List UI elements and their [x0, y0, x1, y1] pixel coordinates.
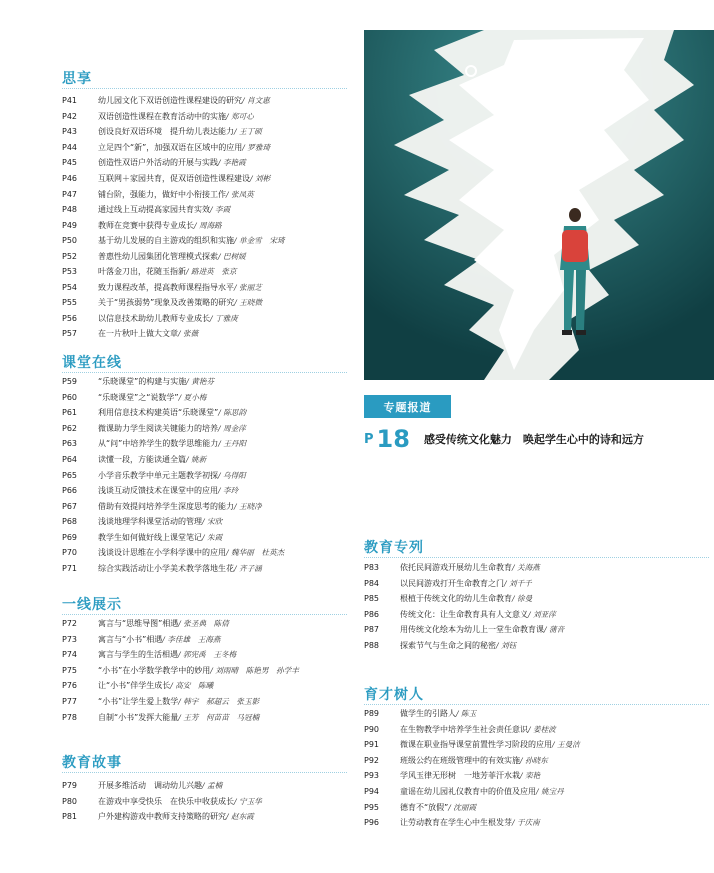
toc-row[interactable]: [364, 753, 714, 769]
toc-author: / 姜桂波: [528, 724, 556, 734]
toc-author: / 李佳雄 王海燕: [162, 634, 221, 644]
toc-row[interactable]: [62, 217, 352, 233]
toc-page-number: P76: [62, 681, 78, 691]
toc-article-title: “小书”让学生爱上数学: [98, 697, 179, 706]
toc-page-number: P71: [62, 563, 78, 573]
toc-author: / 刘钰: [496, 641, 517, 650]
toc-author: / 蒲音: [544, 625, 565, 635]
toc-article-title: 综合实践活动让小学美术教学落地生花: [98, 563, 234, 573]
toc-author: / 郑可心: [226, 111, 254, 121]
toc-row[interactable]: [364, 576, 714, 592]
toc-page-number: P55: [62, 298, 78, 308]
toc-article-title: 在游戏中享受快乐 在快乐中收获成长: [98, 796, 234, 806]
toc-row[interactable]: [364, 607, 714, 623]
toc-article-title: 互联网＋家园共育，促双语创造性课程建设: [98, 174, 250, 183]
toc-article-title: 关于“男孩弱势”现象及改善策略的研究: [98, 298, 235, 308]
toc-row[interactable]: [62, 295, 352, 311]
toc-article-title: 户外建构游戏中教师支持策略的研究: [98, 812, 226, 822]
toc-page-number: P69: [62, 532, 78, 542]
toc-row[interactable]: [62, 264, 352, 280]
toc-author: / 单金雪 宋琦: [234, 236, 285, 246]
toc-article-title: 以信息技术助幼儿教师专业成长: [98, 313, 210, 323]
toc-article-title: 童谣在幼儿园礼仪教育中的价值及应用: [400, 787, 536, 796]
toc-article-title: 寓言与“思维导图”相遇: [98, 619, 179, 629]
toc-article-title: 借助有效提问培养学生深度思考的能力: [98, 501, 234, 511]
toc-page-number: P72: [62, 619, 78, 629]
toc-author: / 王晓微: [234, 298, 263, 308]
toc-author: / 姚宝丹: [536, 787, 564, 796]
toc-page-number: P62: [62, 423, 78, 433]
toc-page-number: P61: [62, 408, 78, 418]
toc-page-number: P74: [62, 650, 78, 660]
toc-author: / 黄艳芬: [186, 377, 215, 387]
toc-page-number: P47: [62, 189, 78, 199]
toc-author: / 徐曼: [512, 594, 533, 604]
toc-row[interactable]: [62, 545, 352, 561]
section-rule: [364, 704, 709, 705]
toc-row[interactable]: [62, 778, 352, 794]
section-rule: [364, 557, 709, 558]
toc-author: / 李玲: [218, 486, 239, 496]
toc-author: / 韩宇 郝超云 张玉影: [178, 697, 260, 706]
toc-page-number: P80: [62, 796, 78, 806]
toc-article-title: 探索节气与生命之间的秘密: [400, 641, 496, 650]
toc-page-number: P94: [364, 787, 380, 796]
toc-row[interactable]: [62, 248, 352, 264]
toc-list-sixiang: [62, 93, 352, 342]
toc-author: / 赵东霞: [226, 812, 254, 822]
toc-author: / 肖文惠: [242, 96, 270, 106]
toc-row[interactable]: [62, 93, 352, 109]
toc-row[interactable]: [364, 560, 714, 576]
toc-row[interactable]: [62, 794, 352, 810]
toc-page-number: P49: [62, 220, 78, 230]
toc-article-title: 创设良好双语环境 提升幼儿表达能力: [98, 127, 234, 137]
toc-row[interactable]: [364, 737, 714, 753]
toc-author: / 夏小梅: [178, 392, 207, 402]
toc-author: / 罗雅琦: [242, 142, 271, 152]
toc-page-number: P92: [364, 755, 380, 765]
toc-author: / 王曼洁: [552, 740, 580, 750]
toc-page-number: P50: [62, 236, 78, 246]
toc-article-title: 基于幼儿发展的自主游戏的组织和实施: [98, 236, 234, 246]
toc-row[interactable]: [364, 706, 714, 722]
toc-page-number: P73: [62, 634, 78, 644]
toc-author: / 周金萍: [218, 423, 246, 433]
toc-author: / 孙晓东: [520, 755, 548, 765]
toc-article-title: 以民间游戏打开生命教育之门: [400, 578, 504, 588]
toc-page-number: P83: [364, 563, 380, 573]
toc-author: / 刘雨晴 陈艳男 孙学丰: [210, 665, 299, 675]
toc-page-number: P66: [62, 486, 78, 496]
section-title-zhuanlie: 教育专列: [364, 540, 424, 556]
toc-row[interactable]: [62, 140, 352, 156]
toc-author: / 张丽芝: [234, 282, 262, 292]
toc-page-number: P60: [62, 392, 78, 402]
toc-page-number: P89: [364, 709, 380, 719]
toc-row[interactable]: [62, 809, 352, 825]
toc-list-yucai: [364, 706, 714, 830]
toc-author: / 朱霞: [202, 532, 223, 542]
toc-article-title: 做学生的引路人: [400, 709, 456, 719]
toc-page-number: P54: [62, 282, 78, 292]
toc-author: / 王丹阳: [218, 439, 247, 449]
toc-row[interactable]: [364, 768, 714, 784]
toc-article-title: 铺台阶，强能力，做好中小衔接工作: [98, 189, 226, 199]
backpack-shape: [562, 230, 588, 262]
girl-walking-illustration: [364, 30, 714, 380]
toc-article-title: “乐晓课堂”之“说数学”: [98, 392, 179, 402]
toc-row[interactable]: [62, 678, 352, 694]
section-title-yixian: 一线展示: [62, 597, 122, 613]
section-rule: [62, 772, 347, 773]
toc-page-number: P70: [62, 548, 78, 558]
toc-author: / 周海路: [194, 220, 222, 230]
toc-article-title: 依托民间游戏开展幼儿生命教育: [400, 563, 512, 573]
toc-row[interactable]: [62, 171, 352, 187]
toc-author: / 关海燕: [512, 563, 540, 573]
toc-author: / 姚新: [186, 455, 207, 464]
toc-page-number: P95: [364, 802, 380, 812]
toc-author: / 张凤英: [226, 189, 254, 199]
toc-article-title: 浅谈互动反馈技术在课堂中的应用: [98, 486, 218, 496]
toc-row[interactable]: [62, 124, 352, 140]
toc-row[interactable]: [62, 561, 352, 577]
toc-page-number: P91: [364, 740, 380, 750]
toc-article-title: 班级公约在班级管理中的有效实施: [400, 755, 520, 765]
toc-page-number: P78: [62, 712, 78, 722]
toc-article-title: 让“小书”伴学生成长: [98, 681, 171, 691]
toc-row[interactable]: [62, 155, 352, 171]
toc-row[interactable]: [62, 694, 352, 710]
section-title-gushi: 教育故事: [62, 755, 122, 771]
toc-author: / 巴树媛: [218, 251, 246, 261]
toc-article-title: 用传统文化绘本为幼儿上一堂生命教育课: [400, 625, 544, 635]
toc-author: / 陈思韵: [218, 408, 247, 418]
toc-article-title: 从“问”中培养学生的数学思维能力: [98, 439, 219, 449]
toc-row[interactable]: [62, 390, 352, 406]
toc-author: / 宋欣: [202, 517, 223, 527]
toc-page-number: P43: [62, 127, 78, 137]
feature-page-number: 18: [376, 425, 410, 453]
toc-page-number: P88: [364, 641, 380, 650]
toc-row[interactable]: [62, 202, 352, 218]
toc-page-number: P65: [62, 470, 78, 480]
toc-article-title: 寓言与学生的生活相遇: [98, 650, 178, 660]
toc-row[interactable]: [62, 514, 352, 530]
toc-row[interactable]: [364, 722, 714, 738]
toc-author: / 张薇: [178, 329, 199, 339]
toc-author: / 张圣典 陈倩: [178, 619, 229, 629]
toc-article-title: “小书”在小学数学教学中的妙用: [98, 665, 211, 675]
toc-article-title: 开展多维活动 调动幼儿兴趣: [98, 781, 202, 791]
toc-row[interactable]: [364, 622, 714, 638]
cover-photo: [364, 30, 714, 380]
toc-author: / 齐子涵: [234, 563, 262, 573]
toc-author: / 路进英 张京: [186, 267, 237, 277]
feature-badge: 专题报道: [364, 395, 451, 418]
toc-page-number: P45: [62, 158, 78, 168]
toc-list-yixian: [62, 616, 352, 725]
toc-article-title: 根植于传统文化的幼儿生命教育: [400, 594, 512, 604]
toc-row[interactable]: [62, 483, 352, 499]
toc-row[interactable]: [364, 591, 714, 607]
toc-row[interactable]: [62, 616, 352, 632]
toc-page-number: P52: [62, 251, 78, 261]
toc-author: / 孟楠: [202, 781, 223, 791]
toc-article-title: 传统文化：让生命教育具有人文意义: [400, 609, 528, 619]
toc-article-title: 浅谈地理学科课堂活动的管理: [98, 517, 202, 527]
toc-article-title: 学风玉律无形树 一地芳菲汗水栽: [400, 771, 520, 781]
toc-article-title: 双语创造性课程在教育活动中的实施: [98, 111, 226, 121]
toc-row[interactable]: [62, 374, 352, 390]
toc-author: / 于庆南: [512, 818, 540, 828]
toc-author: / 王丁硕: [234, 127, 262, 137]
toc-page-number: P81: [62, 812, 78, 822]
toc-page-number: P41: [62, 96, 78, 106]
feature-title: 感受传统文化魅力 唤起学生心中的诗和远方: [423, 433, 644, 446]
toc-author: / 高安 陈曦: [170, 681, 214, 691]
toc-list-gushi: [62, 778, 352, 825]
toc-row[interactable]: [62, 280, 352, 296]
toc-row[interactable]: [364, 638, 714, 654]
toc-row[interactable]: [62, 498, 352, 514]
toc-author: / 宁玉华: [234, 796, 262, 806]
toc-article-title: 浅谈设计思维在小学科学课中的应用: [98, 548, 226, 558]
toc-row[interactable]: [62, 311, 352, 327]
toc-article-title: 创造性双语户外活动的开展与实践: [98, 158, 218, 168]
toc-page-number: P42: [62, 111, 78, 121]
toc-article-title: 德育不“放假”: [400, 802, 449, 812]
toc-article-title: 在一片秋叶上做大文章: [98, 329, 178, 339]
toc-row[interactable]: [62, 632, 352, 648]
toc-article-title: 叶落金刀出，花随玉指新: [98, 267, 186, 277]
toc-row[interactable]: [62, 709, 352, 725]
toc-article-title: 自制“小书”发挥大能量: [98, 712, 179, 722]
toc-row[interactable]: [62, 436, 352, 452]
toc-author: / 沈丽霞: [448, 802, 477, 812]
toc-article-title: 读懂一段，方能读通全篇: [98, 455, 186, 464]
toc-page-number: P48: [62, 205, 78, 215]
feature-page-prefix: P: [364, 431, 374, 447]
toc-author: / 王芳 何苗苗 马冠楠: [178, 712, 260, 722]
toc-author: / 丁雅庚: [210, 313, 238, 323]
toc-row[interactable]: [364, 799, 714, 815]
toc-article-title: 立足四个“新”，加强双语在区域中的应用: [98, 142, 243, 152]
toc-list-ketang: [62, 374, 352, 576]
toc-author: / 郭宪禹 王冬梅: [178, 650, 237, 660]
toc-article-title: 普惠性幼儿园集团化管理模式探索: [98, 251, 218, 261]
toc-article-title: 让劳动教育在学生心中生根发芽: [400, 818, 512, 828]
toc-article-title: 教师在竞赛中获得专业成长: [98, 220, 194, 230]
toc-author: / 栾艳: [520, 771, 541, 781]
toc-page-number: P75: [62, 665, 78, 675]
toc-page-number: P68: [62, 517, 78, 527]
toc-author: / 刘彬: [250, 174, 271, 183]
toc-page-number: P93: [364, 771, 380, 781]
toc-page-number: P57: [62, 329, 78, 339]
toc-list-zhuanlie: [364, 560, 714, 653]
toc-page-number: P53: [62, 267, 78, 277]
toc-row[interactable]: [364, 784, 714, 800]
toc-article-title: 微课在职业指导课堂前置性学习阶段的应用: [400, 740, 552, 750]
toc-row[interactable]: [62, 326, 352, 342]
toc-page-number: P56: [62, 313, 78, 323]
toc-article-title: 小学音乐教学中单元主题教学初探: [98, 470, 218, 480]
toc-author: / 乌得阳: [218, 470, 246, 480]
toc-article-title: 微课助力学生阅读关键能力的培养: [98, 423, 218, 433]
toc-page-number: P44: [62, 142, 78, 152]
toc-author: / 刘千千: [504, 578, 532, 588]
section-title-sixiang: 思享: [62, 71, 92, 87]
toc-page-number: P85: [364, 594, 380, 604]
toc-page-number: P46: [62, 174, 78, 183]
toc-row[interactable]: [62, 663, 352, 679]
section-title-ketang: 课堂在线: [62, 355, 122, 371]
toc-page-number: P79: [62, 781, 78, 791]
section-rule: [62, 372, 347, 373]
toc-page-number: P86: [364, 609, 380, 619]
toc-page-number: P77: [62, 697, 78, 706]
toc-page-number: P67: [62, 501, 78, 511]
toc-article-title: 致力课程改革，提高教师课程指导水平: [98, 282, 234, 292]
toc-page-number: P63: [62, 439, 78, 449]
toc-author: / 刘亚萍: [528, 609, 556, 619]
toc-row[interactable]: [364, 815, 714, 831]
feature-entry: [364, 424, 644, 454]
toc-author: / 李艳霞: [218, 158, 246, 168]
section-title-yucai: 育才树人: [364, 687, 424, 703]
toc-article-title: 教学生如何做好线上课堂笔记: [98, 532, 202, 542]
toc-row[interactable]: [62, 452, 352, 468]
toc-article-title: 寓言与“小书”相遇: [98, 634, 163, 644]
toc-article-title: “乐晓课堂”的构建与实施: [98, 377, 187, 387]
toc-page-number: P90: [364, 724, 380, 734]
toc-author: / 王晓净: [234, 501, 262, 511]
toc-author: / 魏华丽 杜英杰: [226, 548, 285, 558]
toc-page-number: P64: [62, 455, 78, 464]
toc-row[interactable]: [62, 186, 352, 202]
toc-author: / 李霞: [210, 205, 231, 215]
toc-row[interactable]: [62, 467, 352, 483]
toc-page-number: P87: [364, 625, 380, 635]
toc-author: / 陈玉: [456, 709, 477, 719]
toc-row[interactable]: [62, 647, 352, 663]
toc-article-title: 通过线上互动提高家园共育实效: [98, 205, 210, 215]
section-rule: [62, 614, 347, 615]
toc-row[interactable]: [62, 109, 352, 125]
toc-page-number: P59: [62, 377, 78, 387]
toc-row[interactable]: [62, 233, 352, 249]
section-rule: [62, 88, 347, 89]
toc-row[interactable]: [62, 405, 352, 421]
toc-row[interactable]: [62, 421, 352, 437]
toc-article-title: 幼儿园文化下双语创造性课程建设的研究: [98, 96, 242, 106]
toc-page-number: P84: [364, 578, 380, 588]
toc-article-title: 利用信息技术构建英语“乐晓课堂”: [98, 408, 219, 418]
toc-page-number: P96: [364, 818, 380, 828]
toc-article-title: 在生物教学中培养学生社会责任意识: [400, 724, 528, 734]
toc-row[interactable]: [62, 529, 352, 545]
